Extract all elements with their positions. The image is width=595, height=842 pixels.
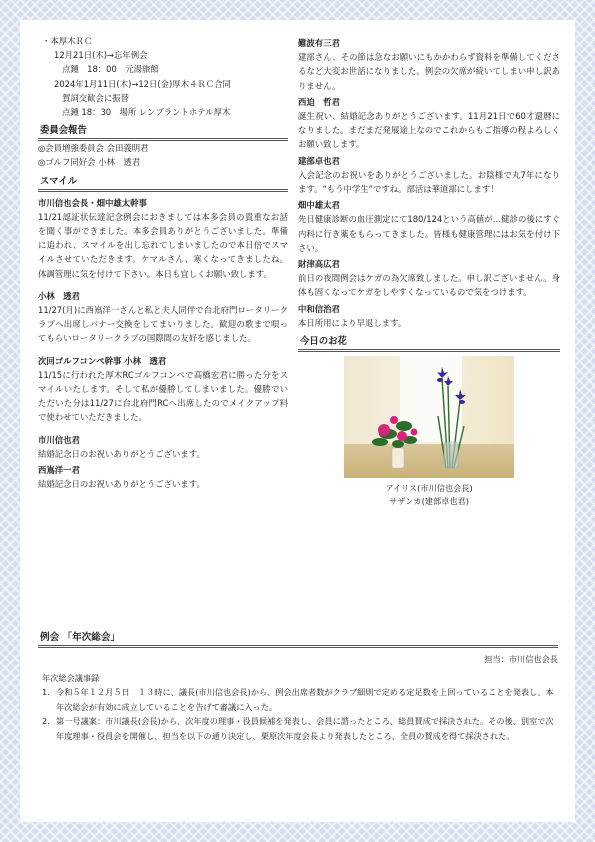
smile-entry-name: 次回ゴルフコンペ幹事 小林 透君 <box>38 355 167 366</box>
smile-entry-text: 11/27(月)に西嶌洋一さんと私と夫人同伴で台北府門ロータリークラブへ出席しバナー交換をしてまいりました。歓迎の歌まで唄ってもらいロータリークラブの国際間の友好を感じました。 <box>38 305 288 344</box>
smile-entry-name: 財津高広君 <box>298 259 340 270</box>
minutes-title: 年次総会議事録 <box>42 672 100 683</box>
smile-entry-name: 畑中雄太君 <box>298 200 340 211</box>
smile-entry-text: 誕生祝い、結婚記念ありがとうございます。11月21日で60才還暦になりました。まだまだ発展途上なのでこれからもご指導の程よろしくお願い致します。 <box>298 111 560 150</box>
right-column <box>298 34 560 508</box>
minutes-item <box>38 714 558 743</box>
newsletter-page <box>20 20 575 822</box>
schedule-note-2: 賀詞交歓会に振替 <box>62 92 129 103</box>
flower-caption-iris: アイリス(市川信也会長) <box>385 483 473 494</box>
camellia-leaves <box>372 421 417 448</box>
committee-heading: 委員会報告 <box>38 123 288 141</box>
flower-heading: 今日のお花 <box>298 334 560 352</box>
flower-photo <box>344 356 514 478</box>
flower-arrangement-illustration <box>344 356 514 478</box>
smile-entry-name: 建部卓也君 <box>298 155 340 166</box>
meeting-section <box>38 626 558 744</box>
meeting-charge: 担当：市川信也会長 <box>484 654 558 664</box>
minutes-item-text: 第一号議案：市川議長(会長)から、次年度の理事・役員候補を発表し、会員に諮ったところ、総員賛成で採決された。その後、別室で次年度理事・役員会を開催し、担当を以下の通り決定し、栗原次年度会長より発表したところ、全員の賛成を得て採決された。 <box>56 716 554 741</box>
smile-entry-name: 西迫 哲君 <box>298 96 340 107</box>
smile-entry-name: 西嶌洋一君 <box>38 465 80 476</box>
schedule-date-2: 2024年1月11日(木)→12日(金)厚木４ＲＣ合同 <box>54 78 231 89</box>
schedule-time-2: 点鍾 18：30 場所 レンブラントホテル厚木 <box>62 107 231 118</box>
smile-entry-name: 中和信治君 <box>298 303 340 314</box>
minutes-item-text: 令和５年１２月５日 １３時に、議長(市川信也会長)から、例会出席者数がクラブ細則で定める定足数を上回っていることを発表し、本年次総会が有効に成立していることを告げて審議に入った。 <box>56 687 554 712</box>
smile-entry-text: 結婚記念日のお祝いありがとうございます。 <box>38 448 205 459</box>
smile-entry-text: 先日健康診断の血圧測定にて180/124という高値が…健診の後にすぐ内科に行き薬をもらってきました。皆様も健康管理にはお気を付け下さい。 <box>298 214 560 253</box>
smile-entry-text: 11/21認証状伝達記念例会におきましては本多会員の貴重なお話を聞く事ができました。本多会員ありがとうございました。準備に追われ、スマイルを出し忘れてしまいましたので本日倍でスマイルさせていただきます。ケマルさん、寒くなってきましたね。体調管理に気を付けて下さい。本日も宜しくお願い致します。 <box>38 211 288 279</box>
schedule-date-1: 12月21日(木)→忘年例会 <box>54 50 148 61</box>
smile-entry-name: 難波有三君 <box>298 38 340 48</box>
smile-entry-text: 入会記念のお祝いをありがとうございました。お陰様で丸7年になります。“もう中学生”ですね。部活は華道部にします！ <box>298 169 560 195</box>
minutes-item-number: 2. <box>42 716 50 727</box>
flower-caption-camellia: サザンカ(建部卓也君) <box>389 496 469 507</box>
smile-entry-text: 11/15に行われた厚木RCゴルフコンペで高橋宏君に勝った分をスマイルいたします。そして私が優勝してしまいました。優勝でいただいた分は11/27に台北府門RCへ出席したのでメイクアップ料で使わせていただきました。 <box>38 369 288 423</box>
smile-entry-text: 本日所用により早退します。 <box>298 317 407 328</box>
committee-line-2: ◎ゴルフ同好会 小林 透君 <box>38 157 141 168</box>
schedule-club: ・本厚木ＲＣ <box>42 36 93 46</box>
meeting-heading: 例会 「年次総会」 <box>38 630 558 648</box>
glass-vase <box>444 442 458 468</box>
schedule-block <box>38 34 288 119</box>
smile-heading: スマイル <box>38 174 288 192</box>
smile-entry-text: 結婚記念日のお祝いありがとうございます。 <box>38 479 205 490</box>
small-vase <box>392 448 404 468</box>
minutes-item-number: 1. <box>42 687 50 698</box>
schedule-time-1: 点鍾 18：00 元湯旅館 <box>62 64 159 75</box>
committee-line-1: ◎会員増強委員会 会田義明君 <box>38 143 149 154</box>
smile-entry-text: 前日の夜間例会はケガの為欠席致しました。申し訳ございません。身体も固くなってケガをしやすくなっているので気をつけます。 <box>298 273 560 298</box>
iris-blooms <box>437 367 466 404</box>
left-column <box>38 34 288 491</box>
minutes-item <box>38 685 558 714</box>
smile-entry-text: 建部さん、その節は急なお願いにもかかわらず資料を準備してくださるなど大変お世話になりました。例会の欠席が続いてしまい申し訳ありません。 <box>298 52 560 91</box>
smile-entry-name: 小林 透君 <box>38 290 80 301</box>
smile-entry-name: 市川信也君 <box>38 434 80 445</box>
smile-entry-name: 市川信也会長・畑中雄太幹事 <box>38 197 147 208</box>
